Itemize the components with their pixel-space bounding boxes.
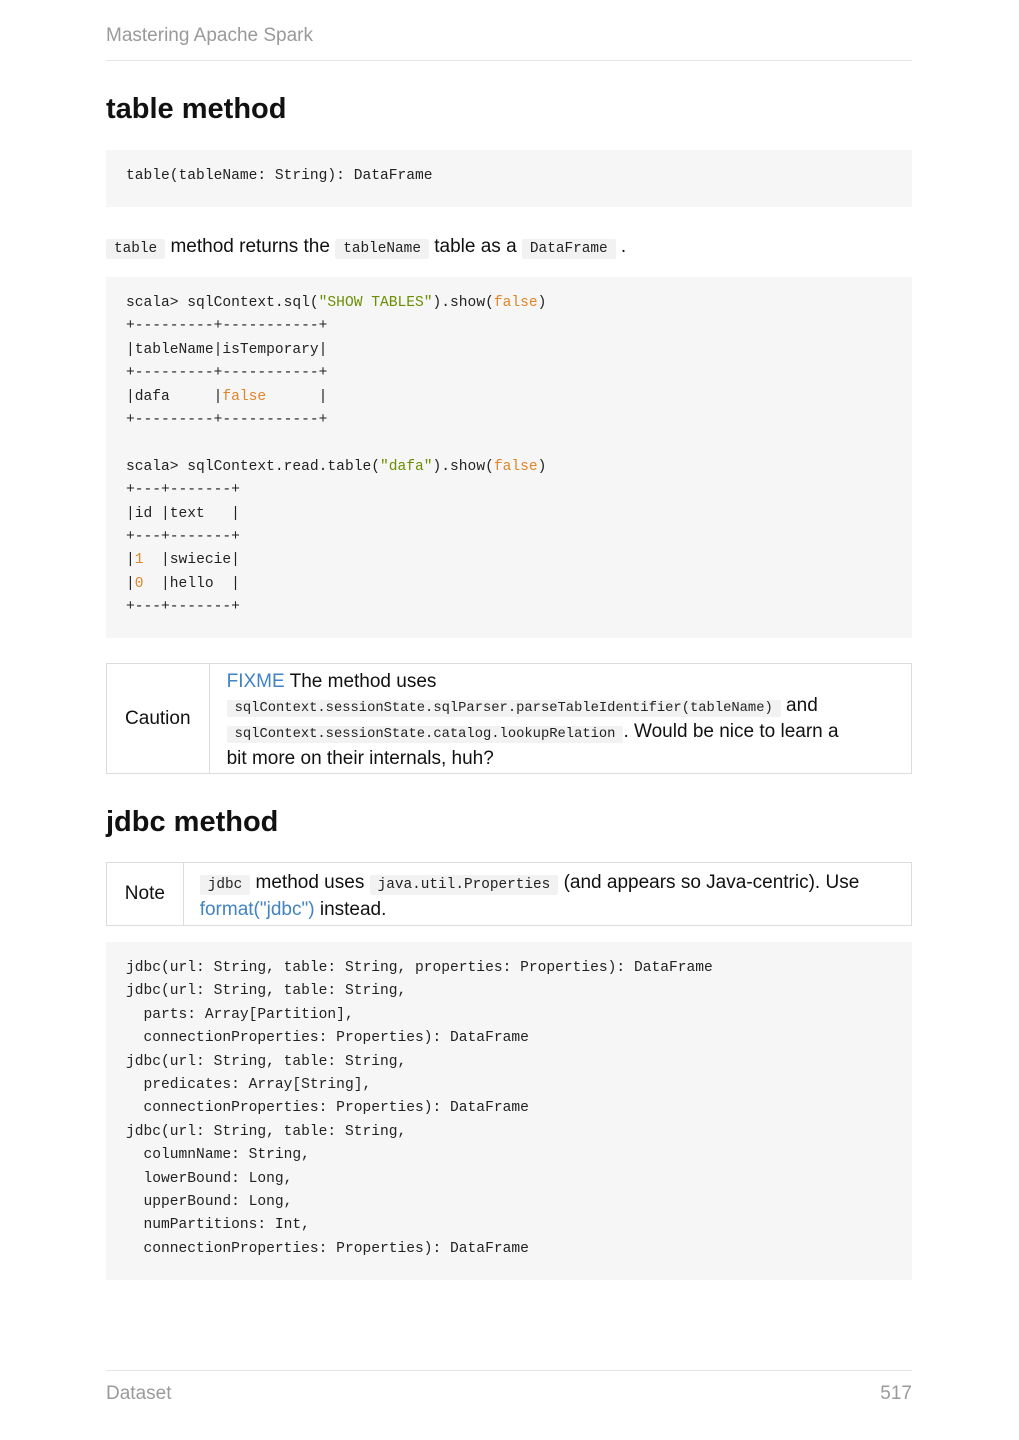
code-line: +---+-------+ — [126, 482, 240, 499]
fixme-link[interactable]: FIXME — [226, 671, 285, 692]
format-jdbc-link[interactable]: format("jdbc") — [199, 898, 315, 920]
code-line: table(tableName: String): DataFrame — [126, 168, 433, 184]
code-block-jdbc-signatures — [106, 942, 912, 1280]
code-line: +---------+-----------+ — [126, 365, 328, 382]
code-line: jdbc(url: String, table: String, — [126, 1123, 407, 1140]
text: . Would be nice to learn a — [623, 721, 839, 742]
code-line: +---------+-----------+ — [126, 411, 328, 428]
text: method returns the — [165, 236, 336, 257]
code-line: |1 |swiecie| — [126, 552, 240, 569]
code-line: |id |text | — [126, 505, 240, 522]
inline-code: java.util.Properties — [370, 875, 559, 895]
code-line-blank — [126, 432, 892, 455]
code-line: |dafa |false | — [126, 388, 328, 405]
inline-code: jdbc — [200, 875, 251, 895]
code-line: connectionProperties: Properties): DataFrame — [126, 1100, 529, 1117]
text: method uses — [250, 872, 370, 893]
caution-body — [210, 664, 911, 773]
code-line: numPartitions: Int, — [126, 1217, 310, 1234]
inline-code: table — [106, 239, 165, 259]
header-divider — [106, 60, 912, 61]
footer-section-name: Dataset — [106, 1383, 172, 1404]
caution-label: Caution — [107, 664, 210, 773]
code-line: scala> sqlContext.sql("SHOW TABLES").show(false) — [126, 295, 547, 311]
code-line: scala> sqlContext.read.table("dafa").show(false) — [126, 458, 547, 475]
page-number: 517 — [880, 1383, 912, 1404]
footer-divider — [106, 1370, 912, 1371]
text: (and appears so Java-centric). Use — [558, 872, 860, 893]
text: bit more on their internals, huh? — [226, 747, 494, 769]
text: instead. — [314, 898, 387, 920]
text: and — [780, 694, 818, 716]
heading-table-method: table method — [106, 93, 287, 125]
code-line: columnName: String, — [126, 1147, 310, 1164]
code-line: connectionProperties: Properties): DataFrame — [126, 1030, 529, 1047]
code-line: connectionProperties: Properties): DataFrame — [126, 1240, 529, 1257]
code-block-table-signature — [106, 150, 912, 207]
code-line: +---+-------+ — [126, 528, 240, 545]
code-line: jdbc(url: String, table: String, — [126, 983, 407, 1000]
code-line: parts: Array[Partition], — [126, 1006, 354, 1023]
caution-admonition — [106, 663, 912, 774]
code-line: lowerBound: Long, — [126, 1170, 293, 1187]
note-label: Note — [107, 863, 184, 925]
code-line: +---+-------+ — [126, 599, 240, 616]
note-admonition — [106, 862, 912, 926]
text: . — [615, 236, 627, 257]
inline-code: tableName — [335, 239, 429, 259]
code-line: jdbc(url: String, table: String, properties: Properties): DataFrame — [126, 960, 713, 976]
inline-code: DataFrame — [522, 239, 616, 259]
code-block-table-example — [106, 277, 912, 638]
text: The method uses — [284, 671, 437, 692]
running-header: Mastering Apache Spark — [106, 25, 314, 46]
code-line: predicates: Array[String], — [126, 1076, 372, 1093]
code-line: |0 |hello | — [126, 575, 240, 592]
table-description — [106, 235, 626, 261]
note-body — [184, 863, 911, 925]
code-line: |tableName|isTemporary| — [126, 341, 328, 358]
inline-code: sqlContext.sessionState.sqlParser.parseTableIdentifier(tableName) — [227, 700, 781, 717]
inline-code: sqlContext.sessionState.catalog.lookupRelation — [227, 726, 624, 743]
heading-jdbc-method: jdbc method — [106, 806, 279, 838]
code-line: +---------+-----------+ — [126, 318, 328, 335]
code-line: upperBound: Long, — [126, 1193, 293, 1210]
code-line: jdbc(url: String, table: String, — [126, 1053, 407, 1070]
text: table as a — [428, 236, 522, 257]
